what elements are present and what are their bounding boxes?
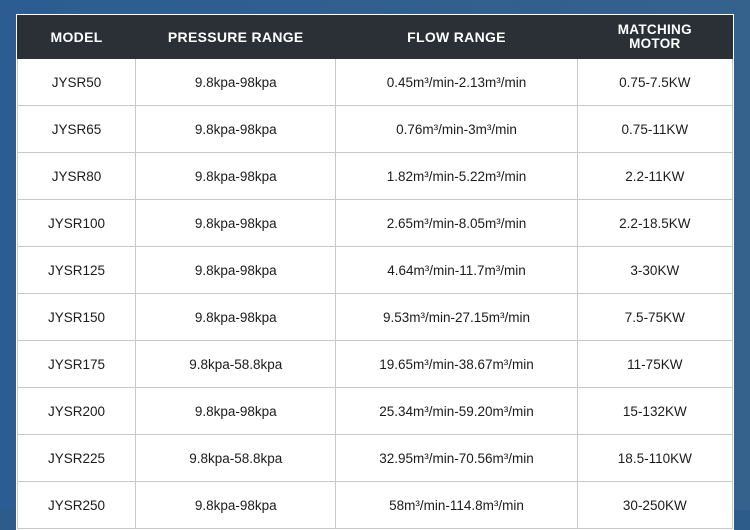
table-row [18,388,733,435]
cell-flow: 4.64m³/min-11.7m³/min [336,247,577,294]
cell-model: JYSR50 [18,59,136,106]
cell-pressure: 9.8kpa-98kpa [136,59,336,106]
cell-model: JYSR65 [18,106,136,153]
column-header-flow-range: FLOW RANGE [336,16,577,59]
column-header-matching-motor [577,16,732,59]
table-row [18,106,733,153]
column-header-model: MODEL [18,16,136,59]
cell-motor: 2.2-11KW [577,153,732,200]
table-row [18,247,733,294]
cell-flow: 1.82m³/min-5.22m³/min [336,153,577,200]
cell-model: JYSR80 [18,153,136,200]
cell-flow: 0.76m³/min-3m³/min [336,106,577,153]
spec-table-container [16,14,734,530]
cell-motor: 18.5-110KW [577,435,732,482]
cell-motor: 7.5-75KW [577,294,732,341]
cell-pressure: 9.8kpa-98kpa [136,388,336,435]
cell-flow: 25.34m³/min-59.20m³/min [336,388,577,435]
cell-motor: 15-132KW [577,388,732,435]
cell-pressure: 9.8kpa-98kpa [136,294,336,341]
cell-pressure: 9.8kpa-58.8kpa [136,341,336,388]
cell-flow: 58m³/min-114.8m³/min [336,482,577,529]
cell-flow: 0.45m³/min-2.13m³/min [336,59,577,106]
cell-model: JYSR225 [18,435,136,482]
cell-pressure: 9.8kpa-98kpa [136,247,336,294]
cell-pressure: 9.8kpa-98kpa [136,153,336,200]
cell-flow: 9.53m³/min-27.15m³/min [336,294,577,341]
cell-model: JYSR200 [18,388,136,435]
table-row [18,341,733,388]
cell-motor: 11-75KW [577,341,732,388]
cell-pressure: 9.8kpa-98kpa [136,106,336,153]
cell-motor: 2.2-18.5KW [577,200,732,247]
cell-model: JYSR125 [18,247,136,294]
cell-model: JYSR175 [18,341,136,388]
cell-pressure: 9.8kpa-98kpa [136,200,336,247]
table-header [18,16,733,59]
table-row [18,200,733,247]
cell-motor: 0.75-11KW [577,106,732,153]
specification-table [17,15,733,529]
cell-pressure: 9.8kpa-58.8kpa [136,435,336,482]
table-row [18,153,733,200]
table-row [18,435,733,482]
table-header-row [18,16,733,59]
cell-pressure: 9.8kpa-98kpa [136,482,336,529]
column-header-matching-motor-line1: MATCHING [617,21,692,37]
cell-flow: 2.65m³/min-8.05m³/min [336,200,577,247]
column-header-pressure-range: PRESSURE RANGE [136,16,336,59]
cell-flow: 19.65m³/min-38.67m³/min [336,341,577,388]
column-header-matching-motor-line2: MOTOR [629,36,681,51]
table-row [18,59,733,106]
cell-model: JYSR250 [18,482,136,529]
cell-model: JYSR150 [18,294,136,341]
table-row [18,294,733,341]
cell-motor: 0.75-7.5KW [577,59,732,106]
cell-model: JYSR100 [18,200,136,247]
cell-motor: 30-250KW [577,482,732,529]
table-body [18,59,733,529]
table-row [18,482,733,529]
cell-flow: 32.95m³/min-70.56m³/min [336,435,577,482]
cell-motor: 3-30KW [577,247,732,294]
